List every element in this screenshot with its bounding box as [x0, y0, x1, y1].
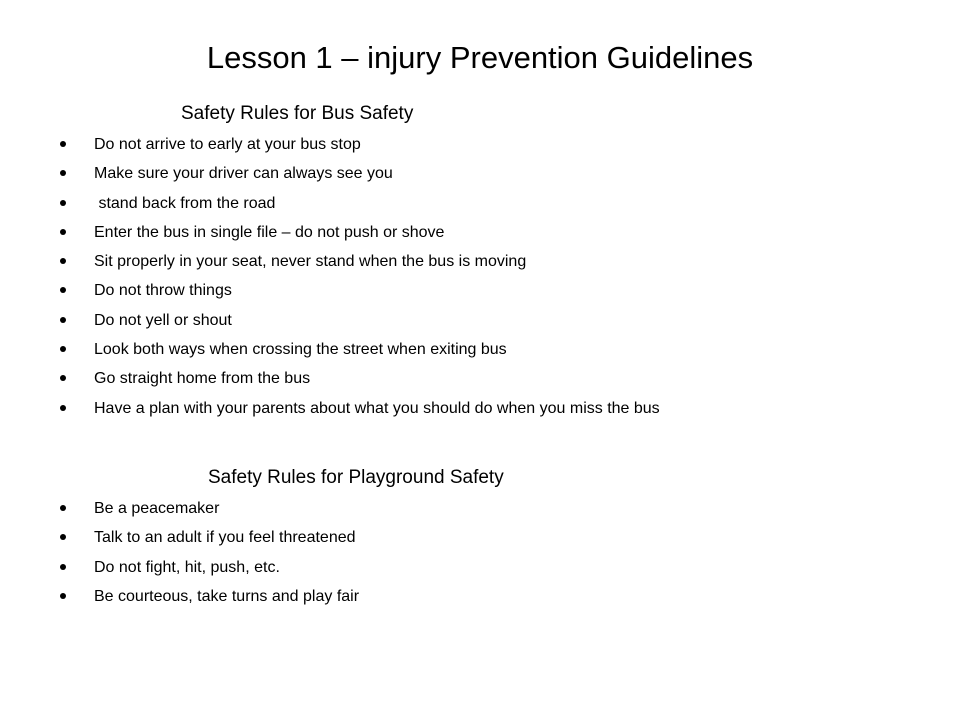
- bullet-icon: [60, 405, 66, 411]
- slide-title: Lesson 1 – injury Prevention Guidelines: [206, 40, 754, 75]
- bus-safety-heading: Safety Rules for Bus Safety: [181, 103, 414, 124]
- bullet-icon: [60, 141, 66, 147]
- bullet-icon: [60, 287, 66, 293]
- bullet-icon: [60, 505, 66, 511]
- bullet-icon: [60, 593, 66, 599]
- bullet-icon: [60, 564, 66, 570]
- bullet-icon: [60, 375, 66, 381]
- bullet-icon: [60, 317, 66, 323]
- bullet-icon: [60, 229, 66, 235]
- bullet-icon: [60, 346, 66, 352]
- playground-safety-heading: Safety Rules for Playground Safety: [208, 467, 504, 488]
- bullet-icon: [60, 200, 66, 206]
- bullet-icon: [60, 534, 66, 540]
- bullet-icon: [60, 170, 66, 176]
- bullet-icon: [60, 258, 66, 264]
